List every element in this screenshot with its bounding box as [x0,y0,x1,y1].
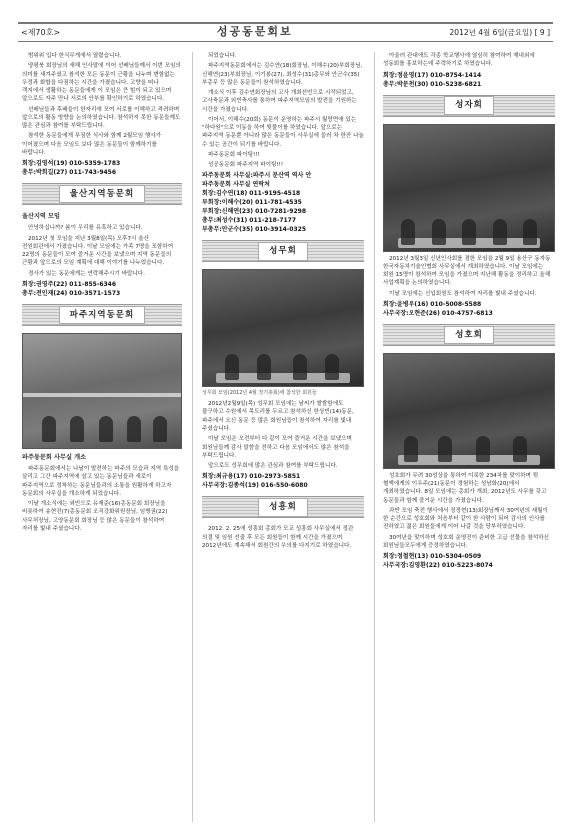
section-banner-seongho [383,324,555,346]
article-paragraph: 이날 개소식에는 외빈으로 유재준(16)총동문회 회장님을 비롯하여 송현진(7)총동문회 조직강화위원장님, 임병권(22)사무처장님, 고양동문회 회장님 등 많은 동문들이 참석하여 자리를 빛내 주셨습니다. [22,501,168,532]
article-paragraph: 범위위 입다 한식무게에서 열렸습니다. [28,53,122,59]
article-paragraph: 2012년 3월3일 신년인사회를 겸한 모임을 2월 9일 용산구 동자동 한국자동차기술인협회 사무실에서 개최하였습니다. 이날 모임에는 회원 15명이 참석하여 모임을 가졌으며 지난해 활동을 정리하고 올해 사업계획을 논의하였습니다. [383,255,551,287]
section-title: 울산지역동문회 [59,185,145,204]
article-subtitle: 파주동문회 사무실 개소 [22,453,87,461]
article-subtitle: 울산지역 모임 [22,213,61,221]
section-banner-seongmu [202,240,364,262]
section-title: 성흥회 [258,498,308,517]
person-silhouette [293,354,307,380]
section-title: 파주지역동문회 [59,306,145,325]
article-paragraph: 개소식 이후 김수연회장님의 고사 개최선언으로 시작되었고, 고사축문과 외빈축사를 통하여 파주지역모임의 발전을 기원하는 시간을 가졌습니다. [202,90,357,113]
person-silhouette [493,219,507,245]
article-paragraph: 성호회가 무려 30성상을 통하여 이룩한 234차를 맞이하며 뒷 혈액에게의 이우주(21)동문이 경험하는 성남화(20)에서 개최하였습니다. 8일 모임에는 총회가 개최, 2012년도 사무를 갖고 동문들과 함께 즐거운 시간을 가졌습니다. [383,472,547,504]
article-paragraph: 파주동문회에서는 나날이 발전하는 파주의 모습과 지역 특성을 살리고 그간 파주지역에 살고 있는 동문님들과 새로이 파주지역으로 정착하는 동문님들과의 소통을 원활하게 하고자 동문회의 사무실을 개소하게 되었습니다. [22,466,180,497]
article-paragraph: 과반 모임 축전 행사에서 정정현(13)회장님께서 30여년의 세월이 한 순간으로 성호회와 처음부터 같이 한 사람이 되어 감사의 인사를 전하였고 젊은 회원들에게 이어 나갈 것을 당부하였습니다. [383,507,548,531]
section-banner-seongheung [202,496,364,518]
person-silhouette [401,219,415,245]
person-silhouette [523,219,537,245]
article-paragraph: 참석한 동문들에게 푸짐한 식사와 함께 2월모임 행사가 이어졌으며 다음 모임도 보다 많은 동문들이 함께하기를 바랍니다. [22,133,162,156]
issue-date: 2012년 4월 6일(금요일) [ 9 ] [449,27,550,37]
section-title: 성호회 [444,326,494,345]
article-paragraph: 성공동문회 파주지역 파이팅!!! [208,162,284,169]
article-paragraph: 앞으로도 성무회에 많은 관심과 참여를 부탁드립니다. [208,463,338,470]
contact-line: 총무:최성수(31) 011-218-7177 [202,217,297,225]
column-middle [202,52,364,822]
article-paragraph: 이날 모임은 오전부터 다 같이 모여 즐거운 시간을 보냈으며 회원님들께 감사 말씀을 전하고 다음 모임에서도 많은 참석을 부탁드립니다. [202,436,352,459]
ribbon-shape [23,393,181,397]
column-right [383,52,555,822]
contact-line: 회장:김영석(19) 010-5359-1783 [22,160,121,168]
issue-number: <제70호> [21,27,61,37]
section-banner-ulsan [22,183,182,205]
seongja-meeting-photo [383,124,555,252]
article-paragraph: 선배님들과 후배들이 한자리에 모여 서로를 이해하고 격려하며 앞으로의 활동 방향을 논의하였습니다. 참석하지 못한 동문들께도 많은 관심과 참여를 부탁드립니다. [22,106,181,130]
person-silhouette [127,416,141,442]
person-silhouette [438,436,452,462]
section-banner-seongja [383,95,555,117]
article-paragraph: 2012년2월9일(목) 성무회 모임에는 날씨가 쌀쌀함에도 불구하고 수원에서 목도리를 두르고 참석하신 한상빈(14)동문, 파주에서 오신 동문 등 많은 회원님들이 참석하여 자리를 빛내 주셨습니다. [202,401,354,432]
person-silhouette [513,436,527,462]
contact-line: 사무국장:김영환(22) 010-5223-8074 [383,562,493,570]
person-silhouette [153,416,167,442]
contact-line: 사무국장:오현준(26) 010-4757-6813 [383,309,493,317]
contact-line: 사무국장:김종석(19) 016-550-6080 [202,482,308,490]
contact-line: 부회장:신해연(23) 010-7281-9298 [202,208,307,216]
contact-line: 회장:최규용(17) 010-2973-5851 [202,473,301,481]
contact-line: 회장:김수연(18) 011-9195-4518 [202,190,301,198]
contact-line: 회장:권영주(22) 011-855-6346 [22,280,117,288]
contact-line: 회장:윤병우(16) 010-5008-5588 [383,300,482,308]
article-paragraph: 아울러 관내에도 각종 학교행사에 열심히 참여하여 재내외에 성동회를 홍보하는데 주력하기로 하였습니다. [383,53,535,68]
seongho-meeting-photo-1 [383,353,555,469]
section-title: 성자회 [444,96,494,115]
article-paragraph: 양평북 회장님의 새해 인사말에 이어 선배님들께서 이번 모임의 의미를 새겨주셨고 참석한 모든 동문이 근황을 나누며 변함없는 우정과 화합을 다짐하는 시간을 가졌습니다. 고향을 떠나 객지에서 생활하는 동문들에게 이 모임은 큰 힘이 되고 있으며 앞으로도 자주 만나 서로의 안부를 확인하기로 하였습니다. [22,63,181,103]
newsletter-title: 성공동문회보 [216,25,293,39]
person-silhouette [476,436,490,462]
article-paragraph: 경사가 있는 동문에게는 연락해주시기 바랍니다. [28,270,145,277]
article-paragraph: 2012년 첫 모임을 지난 3월8일(목) 오후7시 울산 전원회관에서 가졌습니다. 이날 모임에는 가족 7명을 포함하여 22명의 동문들이 모여 즐거운 시간을 보냈으며 지역 동문들의 근황과 앞으로의 모임 계획에 대해 이야기를 나누었습니다. [22,235,174,267]
article-paragraph: 안녕하십니까? 봄이 우리를 유혹하고 있습니다. [28,225,143,232]
column-divider [192,52,193,822]
article-paragraph: 되었습니다. [208,53,237,59]
contact-line: 총무:박희길(27) 011-743-9456 [22,169,117,177]
paju-opening-photo [22,333,182,449]
article-paragraph: 이날 모임에는 신입회원도 참석하여 자리를 빛내 주셨습니다. [389,290,537,297]
person-silhouette [225,354,239,380]
section-title: 성무회 [258,242,308,261]
contact-line: 파주동문회 사무실 연락처 [202,181,270,189]
contact-line: 회장:정윤영(17) 010-8754-1414 [383,71,482,79]
person-silhouette [70,416,84,442]
contact-line: 총무:박문천(30) 010-5238-6821 [383,80,482,88]
contact-line: 회장:정철현(13) 010-5304-0509 [383,553,482,561]
person-silhouette [42,416,56,442]
person-silhouette [462,219,476,245]
article-paragraph: 파주지역동문회에서는 김수연(18)회장님, 이해수(20)부회장님, 신해연(23)부회장님, 이기봉(27), 최성수(31)총무와 안군수(35)부총무 등 많은 동문들이 참석하였습니다. [202,63,363,86]
contact-line: 파주동문회 사무실:파주시 문산역 역사 안 [202,172,312,180]
contact-line: 총무:전인재(24) 010-3571-1573 [22,289,121,297]
column-divider [374,52,375,822]
page-header [18,22,553,42]
contact-line: 부총무:안군수(35) 010-3914-0325 [202,226,307,234]
column-left [22,52,182,822]
seongmu-meeting-photo [202,269,364,387]
article-paragraph: 파주동문회 파이팅!!! [208,151,260,158]
article-paragraph: 2012. 2. 25에 성흥회 총회가 모교 성흥회 사무실에서 정관 의결 및 임원 선출 후 모든 회원들이 함께 시간을 가졌으며 2012년에도 계속해서 회원간의 우의를 다지기로 하였습니다. [202,526,354,549]
article-paragraph: 30여년을 맞이하며 성호회 운영진이 준비한 고급 선물을 참석하신 회원님들모두에게 증정하였습니다. [383,534,550,549]
person-silhouette [99,416,113,442]
section-banner-paju [22,304,182,326]
article-paragraph: 이어서, 이해수(20회) 동문이 운영하는 파주시 월랑면에 있는 "하다원"으로 이동을 하여 뒷풀이를 하였습니다. 앞으로는 파주지역 동문뿐 아니라 많은 동문들이 사무실에 들러 차 한잔 나눌 수 있는 공간이 되기를 바랍니다. [202,116,364,148]
contact-line: 부회장:이해수(20) 011-781-4535 [202,199,302,207]
photo-caption: 성무회 모임(2012년 4월 정기총회)에 참석한 회원들 [202,390,317,397]
person-silhouette [325,354,339,380]
person-silhouette [404,436,418,462]
person-silhouette [257,354,271,380]
person-silhouette [432,219,446,245]
